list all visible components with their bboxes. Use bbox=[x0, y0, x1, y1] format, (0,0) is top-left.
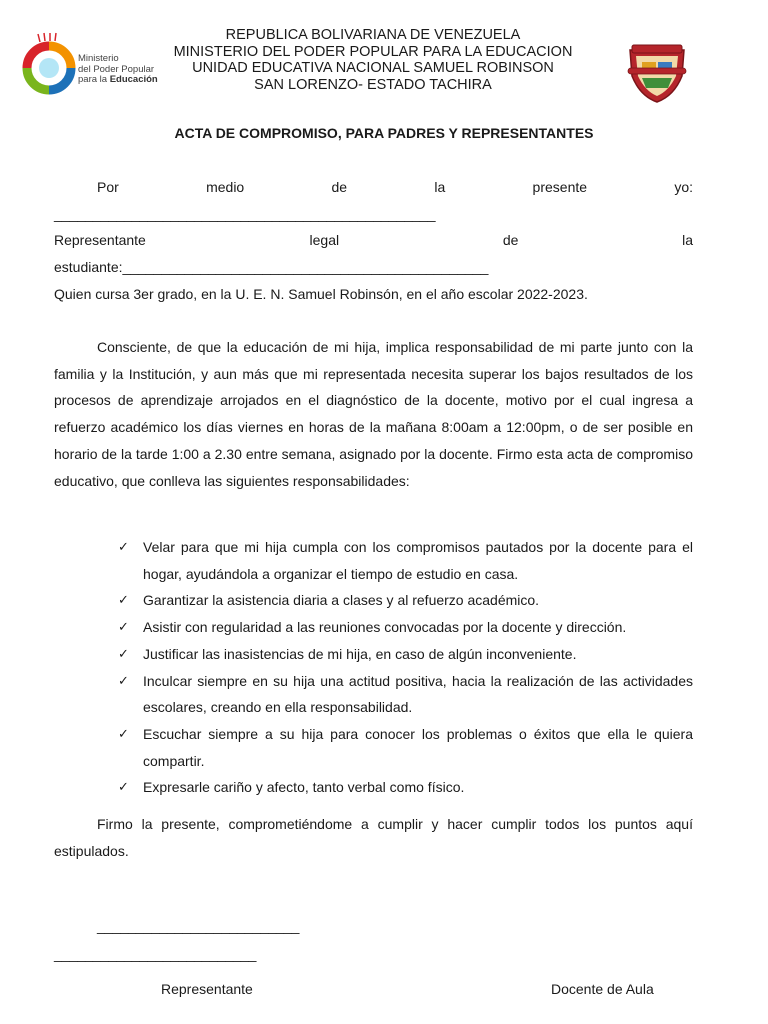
commitment-paragraph: Consciente, de que la educación de mi hija, implica responsabilidad de mi parte junto con la familia y la Institución, y aun más que mi representada necesita superar los bajos resultados de los procesos de aprendizaje arrojados en el diagnóstico de la docente, motivo por el cual ingresa a refuerzo académico los días viernes en horas de la mañana 8:00am a 12:00pm, o de ser posible en horario de la tarde 1:00 a 2.30 entre semana, asignado por la docente. Firmo esta acta de compromiso educativo, que conlleva las siguientes responsabilidades: bbox=[54, 339, 693, 489]
list-item bbox=[118, 534, 693, 587]
signature-label-representative: Representante bbox=[161, 981, 253, 997]
intro-row-1 bbox=[54, 174, 693, 201]
school-crest-icon bbox=[624, 42, 690, 104]
intro-word: la bbox=[434, 179, 446, 195]
ministry-logo-text bbox=[78, 54, 158, 86]
ministry-logo-line3 bbox=[78, 75, 158, 86]
intro-student-blank: estudiante:_______________________________________________ bbox=[54, 259, 489, 276]
responsibilities-list bbox=[118, 534, 693, 801]
intro-row-3 bbox=[54, 227, 693, 254]
header-line-4: SAN LORENZO- ESTADO TACHIRA bbox=[254, 76, 492, 93]
list-item bbox=[118, 587, 693, 614]
intro-word: de bbox=[331, 179, 348, 195]
ministry-logo-line3-bold: Educación bbox=[109, 74, 158, 85]
checkmark-icon: ✓ bbox=[118, 779, 129, 795]
intro-word: yo: bbox=[674, 179, 693, 195]
list-item bbox=[118, 774, 693, 801]
list-item-text: Escuchar siempre a su hija para conocer los problemas o éxitos que ella le quiera compartir. bbox=[143, 725, 693, 769]
checkmark-icon: ✓ bbox=[118, 725, 129, 741]
list-item-text: Justificar las inasistencias de mi hija, en caso de algún inconveniente. bbox=[143, 645, 577, 662]
signature-label-teacher: Docente de Aula bbox=[551, 981, 654, 997]
checkmark-icon: ✓ bbox=[118, 539, 129, 554]
intro-block bbox=[54, 174, 693, 308]
checkmark-icon: ✓ bbox=[118, 672, 129, 688]
intro-word: presente bbox=[532, 179, 588, 195]
intro-word: la bbox=[682, 232, 693, 249]
ministry-logo bbox=[22, 32, 162, 100]
document-header bbox=[160, 27, 586, 93]
document-title: ACTA DE COMPROMISO, PARA PADRES Y REPRESENTANTES bbox=[174, 125, 594, 141]
checkmark-icon: ✓ bbox=[118, 592, 129, 608]
intro-word: legal bbox=[309, 232, 340, 249]
intro-word: medio bbox=[206, 179, 245, 195]
ministry-emblem-icon bbox=[22, 32, 78, 100]
checkmark-icon: ✓ bbox=[118, 645, 129, 661]
list-item-text: Expresarle cariño y afecto, tanto verbal como físico. bbox=[143, 779, 465, 796]
header-line-1: REPUBLICA BOLIVARIANA DE VENEZUELA bbox=[225, 27, 521, 43]
school-crest bbox=[624, 42, 690, 104]
list-item bbox=[118, 614, 693, 641]
ministry-logo-line2: del Poder Popular bbox=[78, 63, 155, 75]
list-item-text: Garantizar la asistencia diaria a clases y al refuerzo académico. bbox=[143, 592, 540, 609]
header-line-2: MINISTERIO DEL PODER POPULAR PARA LA EDUCACION bbox=[173, 43, 573, 60]
signature-line-teacher: __________________________ bbox=[54, 946, 257, 962]
intro-word: Representante bbox=[54, 232, 146, 249]
list-item-text: Asistir con regularidad a las reuniones convocadas por la docente y dirección. bbox=[143, 619, 627, 636]
checkmark-icon: ✓ bbox=[118, 619, 129, 635]
ministry-logo-line1: Ministerio bbox=[78, 53, 119, 64]
list-item bbox=[118, 668, 693, 721]
intro-word: de bbox=[502, 232, 519, 249]
signature-line-representative: __________________________ bbox=[97, 918, 300, 934]
list-item-text: Velar para que mi hija cumpla con los compromisos pautados por la docente para el hogar, ayudándola a organizar el tiempo de estudio en casa. bbox=[143, 539, 693, 582]
closing-paragraph: Firmo la presente, comprometiéndome a cumplir y hacer cumplir todos los puntos aquí estipulados. bbox=[54, 816, 693, 859]
list-item bbox=[118, 721, 693, 774]
intro-name-blank: _________________________________________________ bbox=[54, 205, 436, 222]
list-item-text: Inculcar siempre en su hija una actitud positiva, hacia la realización de las actividades escolares, creando en ella responsabilidad. bbox=[143, 672, 693, 716]
ministry-logo-line3-prefix: para la bbox=[78, 74, 110, 85]
intro-grade-line: Quien cursa 3er grado, en la U. E. N. Samuel Robinsón, en el año escolar 2022-2023. bbox=[54, 285, 588, 302]
intro-word: Por bbox=[97, 179, 119, 195]
header-line-3: UNIDAD EDUCATIVA NACIONAL SAMUEL ROBINSON bbox=[192, 60, 554, 76]
list-item bbox=[118, 641, 693, 668]
